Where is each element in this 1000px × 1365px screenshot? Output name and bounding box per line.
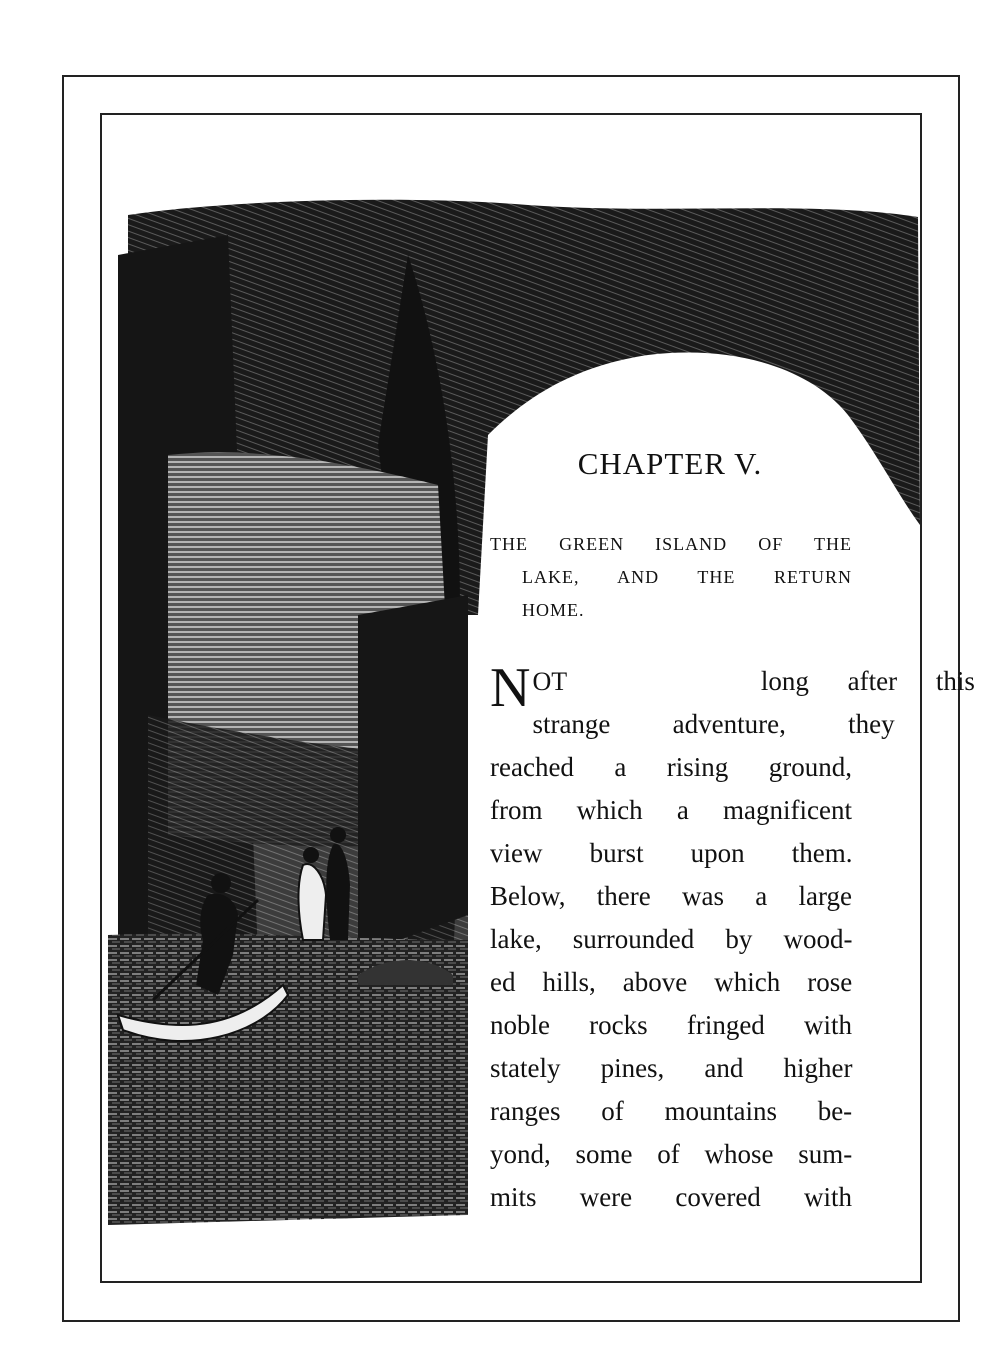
text-line: view burst upon them.	[490, 838, 853, 868]
text-line: lake, surrounded by wood-	[490, 924, 853, 954]
text-line: stately pines, and higher	[490, 1053, 853, 1083]
text-line: yond, some of whose sum-	[490, 1139, 853, 1169]
first-word-rest: OT	[532, 667, 568, 696]
text-line: strange adventure, they	[532, 709, 895, 739]
subtitle-line: THE GREEN ISLAND OF THE	[490, 534, 852, 554]
text-line: ed hills, above which rose	[490, 967, 853, 997]
chapter-title: CHAPTER V.	[577, 446, 763, 481]
text-line: from which a magnificent	[490, 795, 852, 825]
text-line: mits were covered with	[490, 1182, 852, 1212]
text-line: Below, there was a large	[490, 881, 852, 911]
text-line: noble rocks fringed with	[490, 1010, 852, 1040]
chapter-body-text	[490, 657, 975, 1219]
text-line: reached a rising ground,	[490, 752, 852, 782]
text-line	[490, 660, 975, 703]
text-line-content: long after this	[760, 666, 975, 696]
subtitle-line: HOME.	[522, 600, 585, 620]
subtitle-line: LAKE, AND THE RETURN	[522, 567, 852, 587]
text-line: ranges of mountains be-	[490, 1096, 853, 1126]
chapter-subtitle	[490, 528, 852, 627]
drop-cap: N	[490, 657, 531, 719]
